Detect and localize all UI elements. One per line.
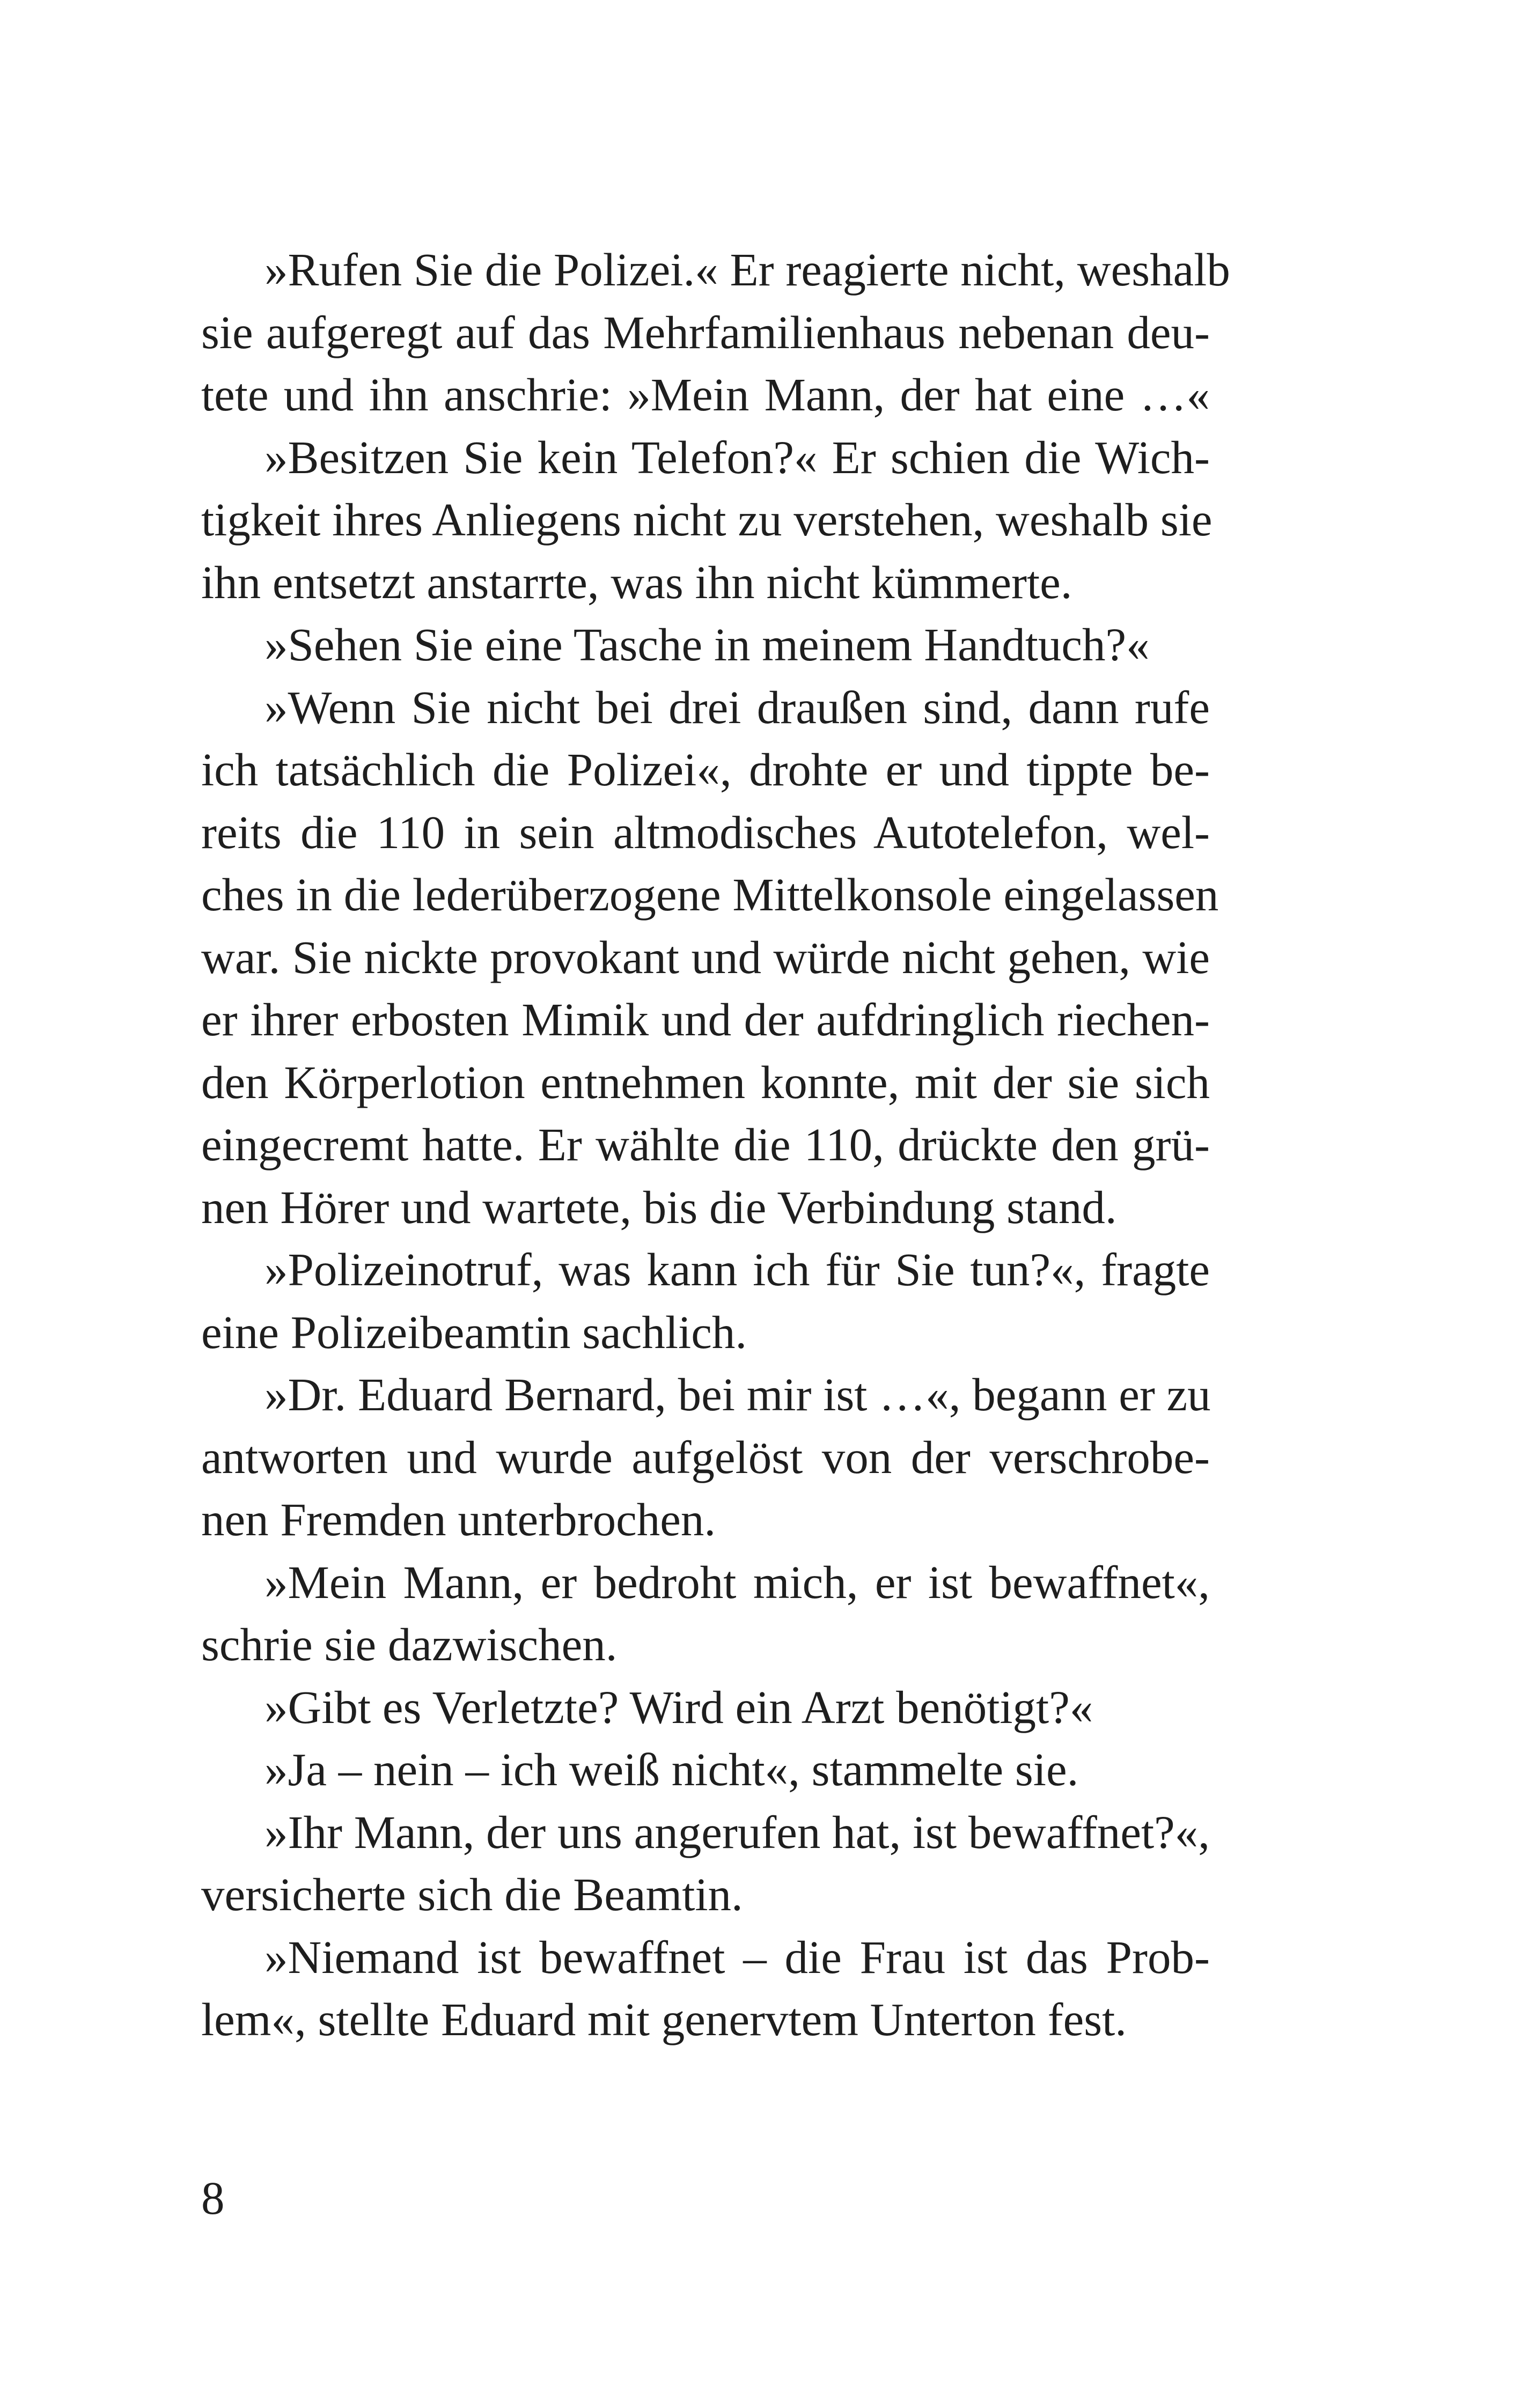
page-number: 8 (201, 2172, 225, 2224)
text-line: »Mein Mann, er bedroht mich, er ist bewaffnet«, (264, 1556, 1210, 1608)
text-line: »Ja – nein – ich weiß nicht«, stammelte sie. (264, 1743, 1079, 1795)
text-line: lem«, stellte Eduard mit genervtem Unterton fest. (201, 1993, 1127, 2045)
text-line: »Besitzen Sie kein Telefon?« Er schien die Wich- (264, 431, 1210, 483)
text-line: tigkeit ihres Anliegens nicht zu verstehen, weshalb sie (201, 494, 1213, 546)
text-line: schrie sie dazwischen. (201, 1618, 618, 1670)
text-line: antworten und wurde aufgelöst von der verschrobe- (201, 1431, 1210, 1483)
text-line: »Sehen Sie eine Tasche in meinem Handtuch?« (264, 618, 1150, 671)
text-line: »Ihr Mann, der uns angerufen hat, ist bewaffnet?«, (264, 1806, 1210, 1858)
text-line: nen Fremden unterbrochen. (201, 1493, 716, 1545)
body-text (201, 239, 1230, 2051)
text-line: ihn entsetzt anstarrte, was ihn nicht kümmerte. (201, 556, 1072, 608)
text-line: den Körperlotion entnehmen konnte, mit der sie sich (201, 1056, 1210, 1108)
text-line: ches in die lederüberzogene Mittelkonsole eingelassen (201, 868, 1219, 921)
text-line: »Polizeinotruf, was kann ich für Sie tun?«, fragte (264, 1243, 1210, 1295)
text-line: war. Sie nickte provokant und würde nicht gehen, wie (201, 931, 1210, 983)
text-line: er ihrer erbosten Mimik und der aufdringlich riechen- (201, 993, 1210, 1045)
text-line: sie aufgeregt auf das Mehrfamilienhaus nebenan deu- (201, 306, 1210, 358)
text-line: »Niemand ist bewaffnet – die Frau ist das Prob- (264, 1931, 1210, 1983)
text-line: »Dr. Eduard Bernard, bei mir ist …«, begann er zu (264, 1368, 1211, 1420)
text-line: ich tatsächlich die Polizei«, drohte er und tippte be- (201, 743, 1210, 796)
text-line: reits die 110 in sein altmodisches Autotelefon, wel- (201, 806, 1210, 858)
text-line: »Gibt es Verletzte? Wird ein Arzt benötigt?« (264, 1681, 1093, 1733)
text-line: tete und ihn anschrie: »Mein Mann, der hat eine …« (201, 369, 1210, 421)
text-line: »Wenn Sie nicht bei drei draußen sind, dann rufe (264, 681, 1210, 733)
text-line: versicherte sich die Beamtin. (201, 1868, 743, 1920)
text-line: nen Hörer und wartete, bis die Verbindung stand. (201, 1181, 1117, 1233)
text-line: eingecremt hatte. Er wählte die 110, drückte den grü- (201, 1118, 1210, 1170)
text-line: eine Polizeibeamtin sachlich. (201, 1306, 747, 1358)
text-line: »Rufen Sie die Polizei.« Er reagierte nicht, weshalb (264, 244, 1230, 296)
